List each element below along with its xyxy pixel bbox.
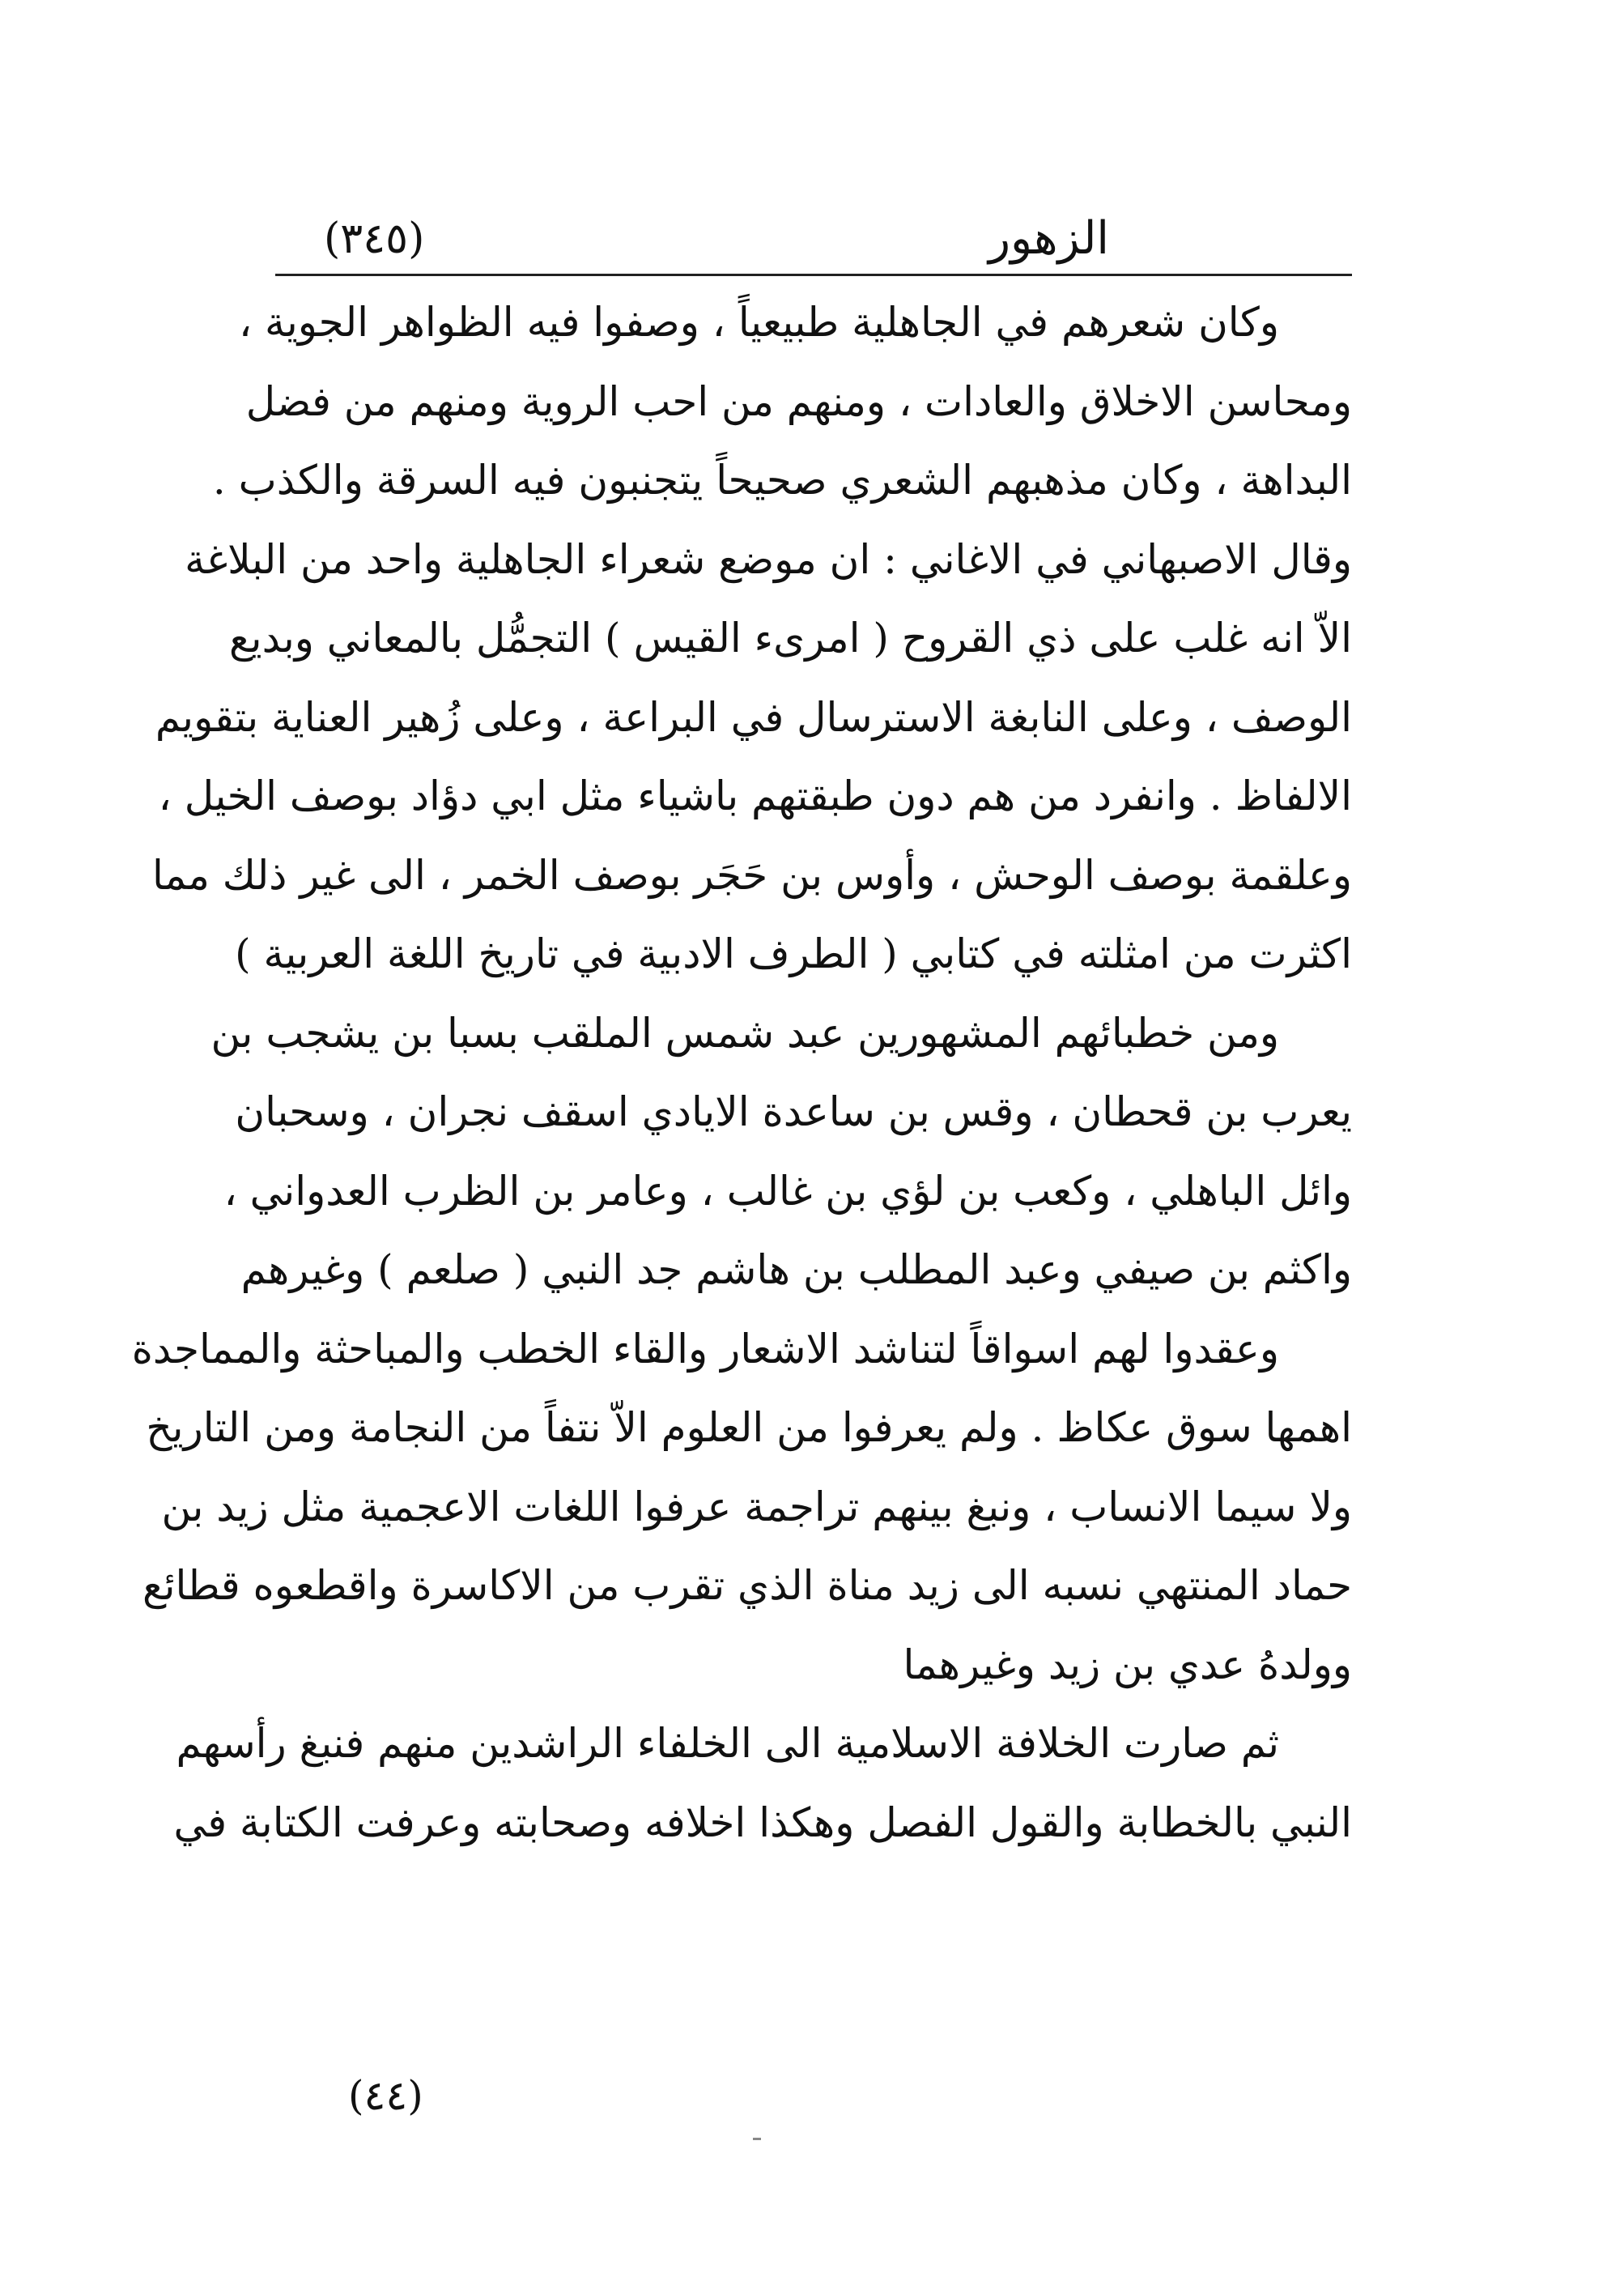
text-line: اهمها سوق عكاظ . ولم يعرفوا من العلوم الاّ نتفاً من النجامة ومن التاريخ xyxy=(146,1404,1352,1451)
text-line: حماد المنتهي نسبه الى زيد مناة الذي تقرب من الاكاسرة واقطعوه قطائع xyxy=(142,1562,1352,1609)
signature-mark: (٤٤) xyxy=(348,2072,423,2119)
text-line: وعقدوا لهم اسواقاً لتناشد الاشعار والقاء الخطب والمباحثة والمماجدة xyxy=(131,1325,1279,1373)
header-divider xyxy=(275,274,1352,276)
text-line: يعرب بن قحطان ، وقس بن ساعدة الايادي اسقف نجران ، وسحبان xyxy=(235,1088,1352,1135)
text-line: واكثم بن صيفي وعبد المطلب بن هاشم جد النبي ( صلعم ) وغيرهم xyxy=(240,1246,1352,1293)
text-line: النبي بالخطابة والقول الفصل وهكذا اخلافه وصحابته وعرفت الكتابة في xyxy=(173,1798,1352,1846)
text-line: وقال الاصبهاني في الاغاني : ان موضع شعراء الجاهلية واحد من البلاغة xyxy=(185,535,1352,583)
text-line: الوصف ، وعلى النابغة الاسترسال في البراعة ، وعلى زُهير العناية بتقويم xyxy=(155,693,1352,741)
text-line: وكان شعرهم في الجاهلية طبيعياً ، وصفوا فيه الظواهر الجوية ، xyxy=(239,299,1279,346)
text-line: ومن خطبائهم المشهورين عبد شمس الملقب بسبا بن يشجب بن xyxy=(210,1009,1279,1057)
text-line: البداهة ، وكان مذهبهم الشعري صحيحاً يتجنبون فيه السرقة والكذب . xyxy=(212,457,1352,504)
running-title: الزهور xyxy=(988,212,1109,265)
text-line: وعلقمة بوصف الوحش ، وأوس بن حَجَر بوصف الخمر ، الى غير ذلك مما xyxy=(151,851,1352,899)
text-line: وائل الباهلي ، وكعب بن لؤي بن غالب ، وعامر بن الظرب العدواني ، xyxy=(223,1167,1352,1215)
body-text xyxy=(131,283,1352,1862)
paragraph xyxy=(173,1705,1352,1862)
running-header xyxy=(275,202,1352,275)
text-line: الالفاظ . وانفرد من هم دون طبقتهم باشياء مثل ابي دؤاد بوصف الخيل ، xyxy=(158,772,1352,819)
paragraph xyxy=(212,283,1352,521)
paragraph xyxy=(131,1310,1352,1705)
page-number: (٣٤٥) xyxy=(324,215,425,263)
paragraph xyxy=(210,994,1352,1310)
text-line: وولدهُ عدي بن زيد وغيرهما xyxy=(903,1641,1352,1688)
scan-speck xyxy=(753,2138,761,2140)
paragraph xyxy=(151,521,1352,994)
text-line: ثم صارت الخلافة الاسلامية الى الخلفاء الراشدين منهم فنبغ رأسهم xyxy=(176,1720,1279,1767)
text-line: الاّ انه غلب على ذي القروح ( امرىء القيس ) التجمُّل بالمعاني وبديع xyxy=(229,615,1352,662)
text-line: ولا سيما الانساب ، ونبغ بينهم تراجمة عرفوا اللغات الاعجمية مثل زيد بن xyxy=(161,1483,1352,1530)
text-line: اكثرت من امثلته في كتابي ( الطرف الادبية في تاريخ اللغة العربية ) xyxy=(235,930,1352,977)
text-line: ومحاسن الاخلاق والعادات ، ومنهم من احب الروية ومنهم من فضل xyxy=(245,377,1352,425)
